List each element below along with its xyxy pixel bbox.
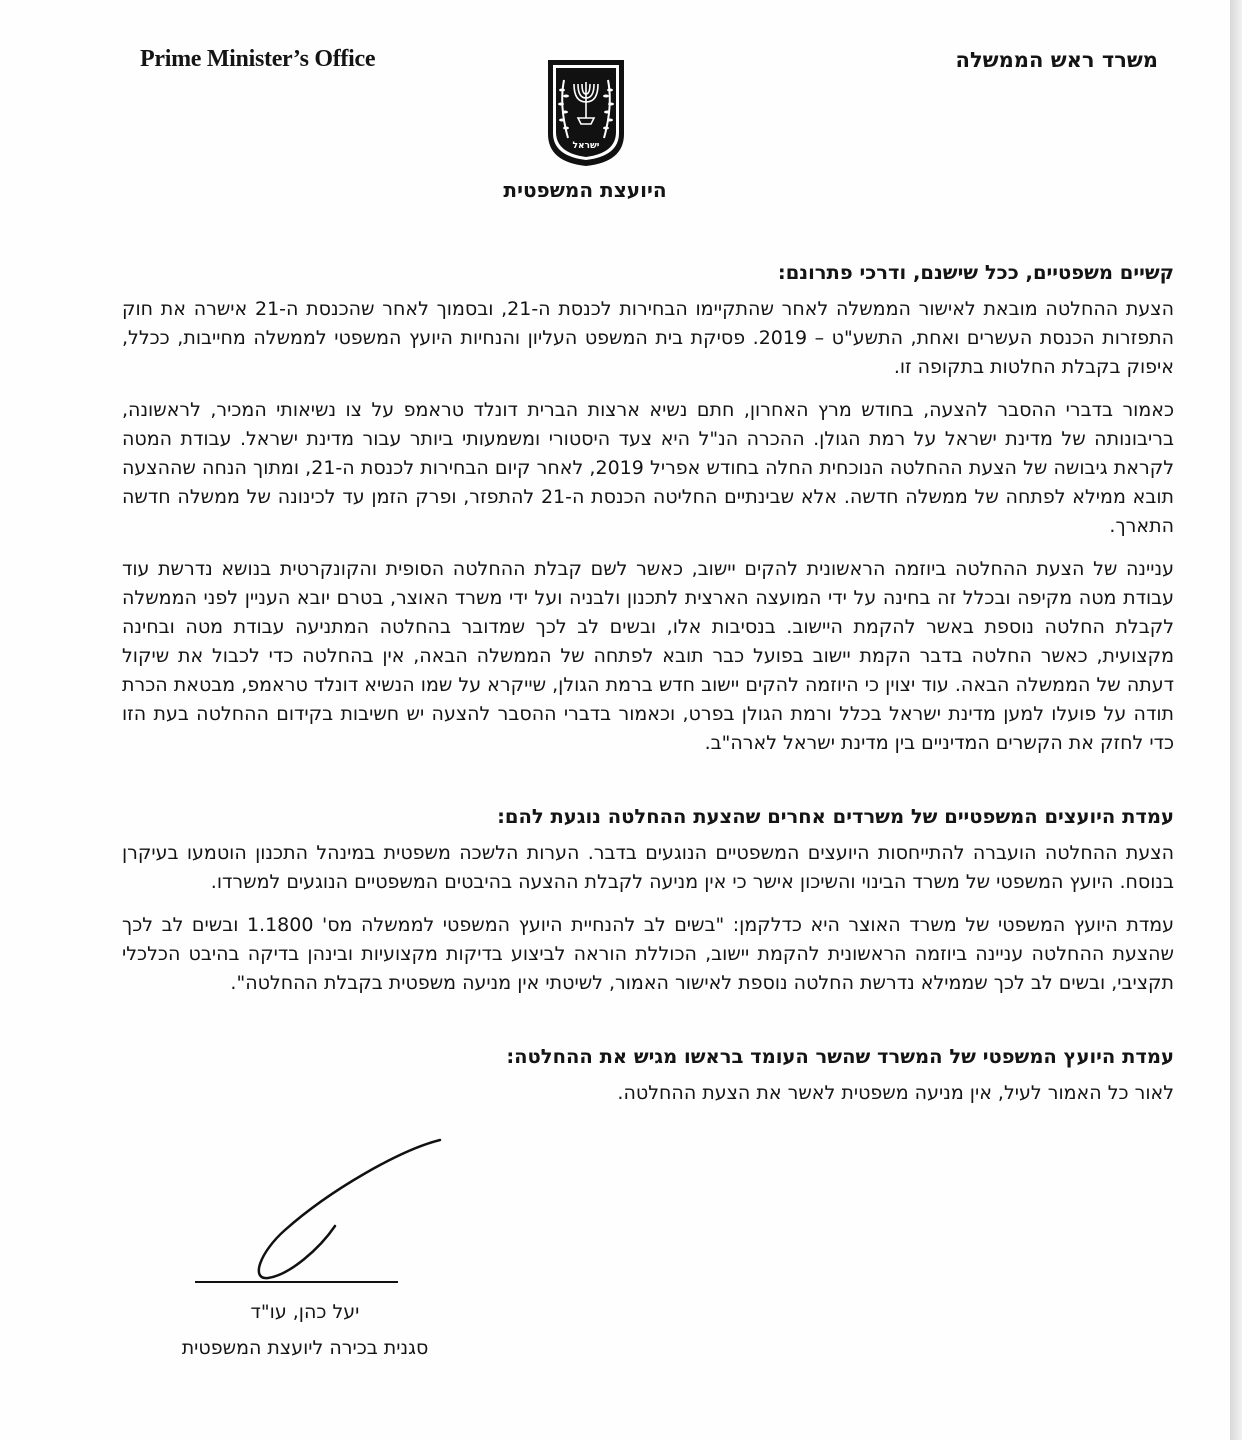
page-edge-shadow bbox=[1230, 0, 1242, 1440]
signature-block bbox=[140, 1294, 470, 1366]
paragraph: הצעת ההחלטה הועברה להתייחסות היועצים המשפטיים הנוגעים בדבר. הערות הלשכה משפטית במינהל התכנון הוטמעו בעיקרן בנוסח. היועץ המשפטי של משרד הבינוי והשיכון אישר כי אין מניעה לקבלת ההצעה בהיבטים המשפטיים הנוגעים למשרדו. bbox=[122, 842, 1174, 893]
office-name-hebrew: משרד ראש הממשלה bbox=[955, 48, 1158, 72]
section-title: עמדת היועץ המשפטי של המשרד שהשר העומד בראשו מגיש את ההחלטה: bbox=[506, 1045, 1174, 1068]
state-emblem-icon bbox=[542, 56, 630, 168]
emblem-text: ישראל bbox=[572, 141, 600, 151]
signatory-name: יעל כהן, עו"ד bbox=[250, 1301, 360, 1323]
paragraph: הצעת ההחלטה מובאת לאישור הממשלה לאחר שהתקיימו הבחירות לכנסת ה-21, ובסמוך לאחר שהכנסת ה-21 אישרה את חוק התפזרות הכנסת העשרים ואחת, התשע"ט – 2019. פסיקת בית המשפט העליון והנחיות היועץ המשפטי לממשלה מחייבות, ככלל, איפוק בקבלת החלטות בתקופה זו. bbox=[122, 298, 1175, 378]
section-title: עמדת היועצים המשפטיים של משרדים אחרים שהצעת ההחלטה נוגעת להם: bbox=[497, 805, 1174, 828]
paragraph: לאור כל האמור לעיל, אין מניעה משפטית לאשר את הצעת ההחלטה. bbox=[617, 1082, 1174, 1104]
signatory-role: סגנית בכירה ליועצת המשפטית bbox=[181, 1337, 429, 1359]
section-title: קשיים משפטיים, ככל שישנם, ודרכי פתרונם: bbox=[777, 261, 1174, 284]
section-legal-difficulties bbox=[122, 258, 1174, 758]
paragraph: עמדת היועץ המשפטי של משרד האוצר היא כדלקמן: "בשים לב להנחיית היועץ המשפטי לממשלה מס' 1.1800 ובשים לב לכך שהצעת ההחלטה עניינה ביוזמה הראשונית להקמת יישוב, הכוללת הוראה לביצוע בדיקות מקצועיות ובינהן בדיקה בהיבט הכלכלי תקציבי, ובשים לב לכך שממילא נדרשת החלטה נוספת לאישור האמור, לשיטתי אין מניעה משפטית בקבלת ההחלטה". bbox=[122, 914, 1174, 994]
legal-advisor-heading: היועצת המשפטית bbox=[503, 178, 667, 202]
section-other-ministries-position bbox=[122, 802, 1174, 998]
office-name-english: Prime Minister’s Office bbox=[140, 46, 376, 72]
handwritten-signature bbox=[190, 1130, 450, 1290]
document-body bbox=[122, 258, 1174, 1122]
paragraph: כאמור בדברי ההסבר להצעה, בחודש מרץ האחרון, חתם נשיא ארצות הברית דונלד טראמפ על צו נשיאותי המכיר, לראשונה, בריבונותה של מדינת ישראל על רמת הגולן. ההכרה הנ"ל היא צעד היסטורי ומשמעותי ביותר עבור מדינת ישראל. עבודת המטה לקראת גיבושה של הצעת ההחלטה הנוכחית החלה בחודש אפריל 2019, לאחר קיום הבחירות לכנסת ה-21, ומתוך הנחה שההצעה תובא ממילא לפתחה של ממשלה חדשה. אלא שבינתיים החליטה הכנסת ה-21 להתפזר, ופרק הזמן עד לכינונה של ממשלה חדשה התארך. bbox=[122, 399, 1174, 537]
section-submitting-ministry-position bbox=[122, 1042, 1174, 1108]
paragraph: עניינה של הצעת ההחלטה ביוזמה הראשונית להקים יישוב, כאשר לשם קבלת ההחלטה הסופית והקונקרטית בנושא נדרשת עוד עבודת מטה מקיפה ובכלל זה בחינה על ידי המועצה הארצית לתכנון ולבניה ועל ידי משרד האוצר, בטרם יובא העניין לפני הממשלה לקבלת החלטה נוספת באשר להקמת היישוב. בנסיבות אלו, ובשים לב לכך שמדובר בהחלטה המתניעה עבודת מטה ובחינה מקצועית, כאשר החלטה בדבר הקמת יישוב בפועל כבר תובא לפתחה של הממשלה הבאה, אין בהחלטה כדי לכבול את שיקול דעתה של הממשלה הבאה. עוד יצוין כי היוזמה להקים יישוב חדש ברמת הגולן, שייקרא על שמו הנשיא דונלד טראמפ, מבטאת הכרת תודה על פועלו למען מדינת ישראל בכלל ורמת הגולן בפרט, וכאמור בדברי ההסבר להצעה יש חשיבות בקידום ההחלטה בעת הזו כדי לחזק את הקשרים המדיניים בין מדינת ישראל לארה"ב. bbox=[122, 558, 1174, 754]
